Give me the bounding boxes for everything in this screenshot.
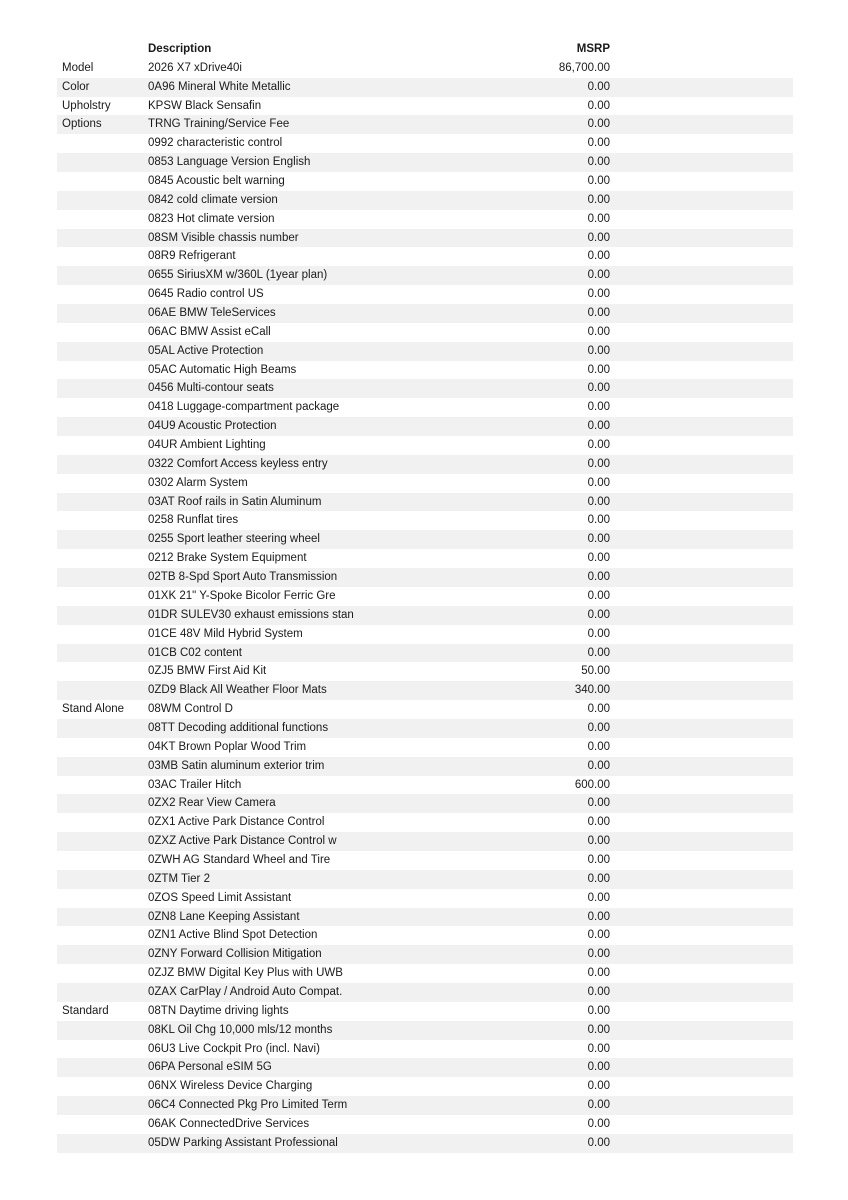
msrp-cell: 0.00 [587, 156, 610, 169]
table-row [57, 493, 793, 512]
table-row [57, 1040, 793, 1059]
msrp-cell: 86,700.00 [558, 61, 610, 74]
description-cell: 01CB C02 content [148, 646, 242, 659]
table-row [57, 511, 793, 530]
msrp-cell: 0.00 [587, 627, 610, 640]
msrp-cell: 0.00 [587, 1023, 610, 1036]
msrp-cell: 0.00 [587, 457, 610, 470]
description-cell: 0ZAX CarPlay / Android Auto Compat. [148, 985, 343, 998]
table-row [57, 1115, 793, 1134]
description-cell: 0456 Multi-contour seats [148, 382, 274, 395]
table-header-row [57, 40, 793, 59]
msrp-cell: 0.00 [587, 175, 610, 188]
description-cell: 01CE 48V Mild Hybrid System [148, 627, 303, 640]
table-row [57, 455, 793, 474]
msrp-cell: 0.00 [587, 118, 610, 131]
msrp-cell: 0.00 [587, 797, 610, 810]
table-row [57, 97, 793, 116]
msrp-cell: 0.00 [587, 420, 610, 433]
table-row [57, 304, 793, 323]
table-row [57, 530, 793, 549]
description-cell: 0ZJ5 BMW First Aid Kit [148, 665, 267, 678]
description-cell: 0ZXZ Active Park Distance Control w [148, 835, 337, 848]
msrp-cell: 0.00 [587, 1042, 610, 1055]
msrp-cell: 0.00 [587, 307, 610, 320]
description-cell: 06AC BMW Assist eCall [148, 325, 271, 338]
msrp-cell: 0.00 [587, 646, 610, 659]
description-cell: TRNG Training/Service Fee [148, 118, 290, 131]
category-cell: Model [62, 61, 94, 74]
msrp-cell: 340.00 [574, 684, 610, 697]
msrp-cell: 0.00 [587, 1080, 610, 1093]
table-row [57, 229, 793, 248]
description-cell: 03AC Trailer Hitch [148, 778, 242, 791]
description-cell: 0ZD9 Black All Weather Floor Mats [148, 684, 327, 697]
description-cell: 2026 X7 xDrive40i [148, 61, 242, 74]
description-cell: 02TB 8-Spd Sport Auto Transmission [148, 571, 338, 584]
table-row [57, 342, 793, 361]
msrp-cell: 0.00 [587, 382, 610, 395]
table-row [57, 172, 793, 191]
msrp-cell: 0.00 [587, 835, 610, 848]
table-row [57, 549, 793, 568]
table-body [57, 59, 793, 1153]
description-cell: 0255 Sport leather steering wheel [148, 533, 320, 546]
description-cell: 06C4 Connected Pkg Pro Limited Term [148, 1099, 348, 1112]
description-cell: 0ZX2 Rear View Camera [148, 797, 276, 810]
description-cell: 04KT Brown Poplar Wood Trim [148, 740, 307, 753]
msrp-cell: 50.00 [581, 665, 610, 678]
msrp-cell: 0.00 [587, 759, 610, 772]
description-cell: 06U3 Live Cockpit Pro (incl. Navi) [148, 1042, 320, 1055]
description-cell: 08R9 Refrigerant [148, 250, 236, 263]
msrp-cell: 600.00 [574, 778, 610, 791]
description-cell: 0302 Alarm System [148, 476, 248, 489]
description-header: Description [148, 43, 212, 55]
description-cell: 06PA Personal eSIM 5G [148, 1061, 272, 1074]
description-cell: 0ZNY Forward Collision Mitigation [148, 948, 322, 961]
table-row [57, 379, 793, 398]
table-row [57, 1096, 793, 1115]
msrp-cell: 0.00 [587, 1136, 610, 1149]
msrp-cell: 0.00 [587, 740, 610, 753]
msrp-cell: 0.00 [587, 1004, 610, 1017]
description-cell: 06AE BMW TeleServices [148, 307, 276, 320]
table-row [57, 945, 793, 964]
msrp-cell: 0.00 [587, 552, 610, 565]
table-row [57, 323, 793, 342]
table-row [57, 776, 793, 795]
table-row [57, 361, 793, 380]
table-row [57, 681, 793, 700]
category-cell: Options [62, 118, 102, 131]
table-row [57, 398, 793, 417]
table-row [57, 719, 793, 738]
msrp-cell: 0.00 [587, 269, 610, 282]
table-row [57, 794, 793, 813]
table-row [57, 908, 793, 927]
description-cell: 08SM Visible chassis number [148, 231, 299, 244]
table-row [57, 417, 793, 436]
description-cell: 0645 Radio control US [148, 288, 264, 301]
description-cell: 0A96 Mineral White Metallic [148, 80, 291, 93]
table-row [57, 247, 793, 266]
description-cell: 0ZN1 Active Blind Spot Detection [148, 929, 318, 942]
description-cell: 06NX Wireless Device Charging [148, 1080, 313, 1093]
table-row [57, 889, 793, 908]
msrp-cell: 0.00 [587, 401, 610, 414]
msrp-cell: 0.00 [587, 137, 610, 150]
table-row [57, 832, 793, 851]
msrp-cell: 0.00 [587, 853, 610, 866]
description-cell: 08WM Control D [148, 703, 233, 716]
msrp-cell: 0.00 [587, 1117, 610, 1130]
msrp-cell: 0.00 [587, 1099, 610, 1112]
table-row [57, 1021, 793, 1040]
msrp-cell: 0.00 [587, 344, 610, 357]
msrp-cell: 0.00 [587, 985, 610, 998]
table-row [57, 266, 793, 285]
description-cell: 08TN Daytime driving lights [148, 1004, 289, 1017]
msrp-cell: 0.00 [587, 929, 610, 942]
description-cell: 0418 Luggage-compartment package [148, 401, 340, 414]
msrp-cell: 0.00 [587, 891, 610, 904]
msrp-cell: 0.00 [587, 948, 610, 961]
msrp-cell: 0.00 [587, 363, 610, 376]
description-cell: 0ZJZ BMW Digital Key Plus with UWB [148, 967, 343, 980]
msrp-cell: 0.00 [587, 325, 610, 338]
category-cell: Stand Alone [62, 703, 125, 716]
description-cell: 0ZN8 Lane Keeping Assistant [148, 910, 300, 923]
table-row [57, 191, 793, 210]
vehicle-options-table [57, 40, 793, 1153]
msrp-cell: 0.00 [587, 1061, 610, 1074]
description-cell: 0ZX1 Active Park Distance Control [148, 816, 325, 829]
table-row [57, 115, 793, 134]
table-row [57, 757, 793, 776]
table-row [57, 474, 793, 493]
description-cell: 08KL Oil Chg 10,000 mls/12 months [148, 1023, 333, 1036]
table-row [57, 210, 793, 229]
category-cell: Standard [62, 1004, 109, 1017]
msrp-cell: 0.00 [587, 608, 610, 621]
table-row [57, 870, 793, 889]
description-cell: 0992 characteristic control [148, 137, 283, 150]
description-cell: 04UR Ambient Lighting [148, 439, 266, 452]
table-row [57, 1002, 793, 1021]
msrp-cell: 0.00 [587, 703, 610, 716]
description-cell: KPSW Black Sensafin [148, 99, 262, 112]
msrp-cell: 0.00 [587, 80, 610, 93]
table-row [57, 662, 793, 681]
table-row [57, 964, 793, 983]
table-row [57, 285, 793, 304]
description-cell: 03MB Satin aluminum exterior trim [148, 759, 325, 772]
msrp-cell: 0.00 [587, 193, 610, 206]
description-cell: 0212 Brake System Equipment [148, 552, 307, 565]
table-row [57, 813, 793, 832]
description-cell: 0842 cold climate version [148, 193, 278, 206]
description-cell: 01XK 21" Y-Spoke Bicolor Ferric Gre [148, 589, 336, 602]
table-row [57, 587, 793, 606]
table-row [57, 625, 793, 644]
msrp-cell: 0.00 [587, 589, 610, 602]
table-row [57, 1077, 793, 1096]
description-cell: 0ZOS Speed Limit Assistant [148, 891, 292, 904]
description-cell: 01DR SULEV30 exhaust emissions stan [148, 608, 354, 621]
description-cell: 04U9 Acoustic Protection [148, 420, 277, 433]
msrp-cell: 0.00 [587, 910, 610, 923]
table-row [57, 436, 793, 455]
table-row [57, 738, 793, 757]
description-cell: 05AC Automatic High Beams [148, 363, 297, 376]
description-cell: 0655 SiriusXM w/360L (1year plan) [148, 269, 328, 282]
msrp-cell: 0.00 [587, 533, 610, 546]
msrp-cell: 0.00 [587, 476, 610, 489]
description-cell: 0823 Hot climate version [148, 212, 275, 225]
msrp-cell: 0.00 [587, 99, 610, 112]
table-row [57, 700, 793, 719]
description-cell: 0ZTM Tier 2 [148, 872, 210, 885]
description-cell: 03AT Roof rails in Satin Aluminum [148, 495, 322, 508]
msrp-cell: 0.00 [587, 514, 610, 527]
description-cell: 06AK ConnectedDrive Services [148, 1117, 310, 1130]
msrp-cell: 0.00 [587, 495, 610, 508]
msrp-cell: 0.00 [587, 816, 610, 829]
description-cell: 0322 Comfort Access keyless entry [148, 457, 328, 470]
msrp-cell: 0.00 [587, 967, 610, 980]
msrp-cell: 0.00 [587, 212, 610, 225]
msrp-cell: 0.00 [587, 571, 610, 584]
table-row [57, 926, 793, 945]
table-row [57, 153, 793, 172]
table-row [57, 134, 793, 153]
description-cell: 0258 Runflat tires [148, 514, 239, 527]
description-cell: 05AL Active Protection [148, 344, 264, 357]
table-row [57, 568, 793, 587]
description-cell: 0845 Acoustic belt warning [148, 175, 285, 188]
msrp-cell: 0.00 [587, 872, 610, 885]
table-row [57, 983, 793, 1002]
table-row [57, 606, 793, 625]
msrp-cell: 0.00 [587, 288, 610, 301]
table-row [57, 59, 793, 78]
table-row [57, 851, 793, 870]
table-row [57, 1134, 793, 1153]
table-row [57, 644, 793, 663]
msrp-cell: 0.00 [587, 721, 610, 734]
description-cell: 08TT Decoding additional functions [148, 721, 329, 734]
msrp-header: MSRP [576, 43, 610, 55]
msrp-cell: 0.00 [587, 250, 610, 263]
table-row [57, 1058, 793, 1077]
category-cell: Upholstry [62, 99, 111, 112]
msrp-cell: 0.00 [587, 231, 610, 244]
description-cell: 0853 Language Version English [148, 156, 311, 169]
msrp-cell: 0.00 [587, 439, 610, 452]
description-cell: 0ZWH AG Standard Wheel and Tire [148, 853, 331, 866]
table-row [57, 78, 793, 97]
description-cell: 05DW Parking Assistant Professional [148, 1136, 338, 1149]
category-cell: Color [62, 80, 90, 93]
